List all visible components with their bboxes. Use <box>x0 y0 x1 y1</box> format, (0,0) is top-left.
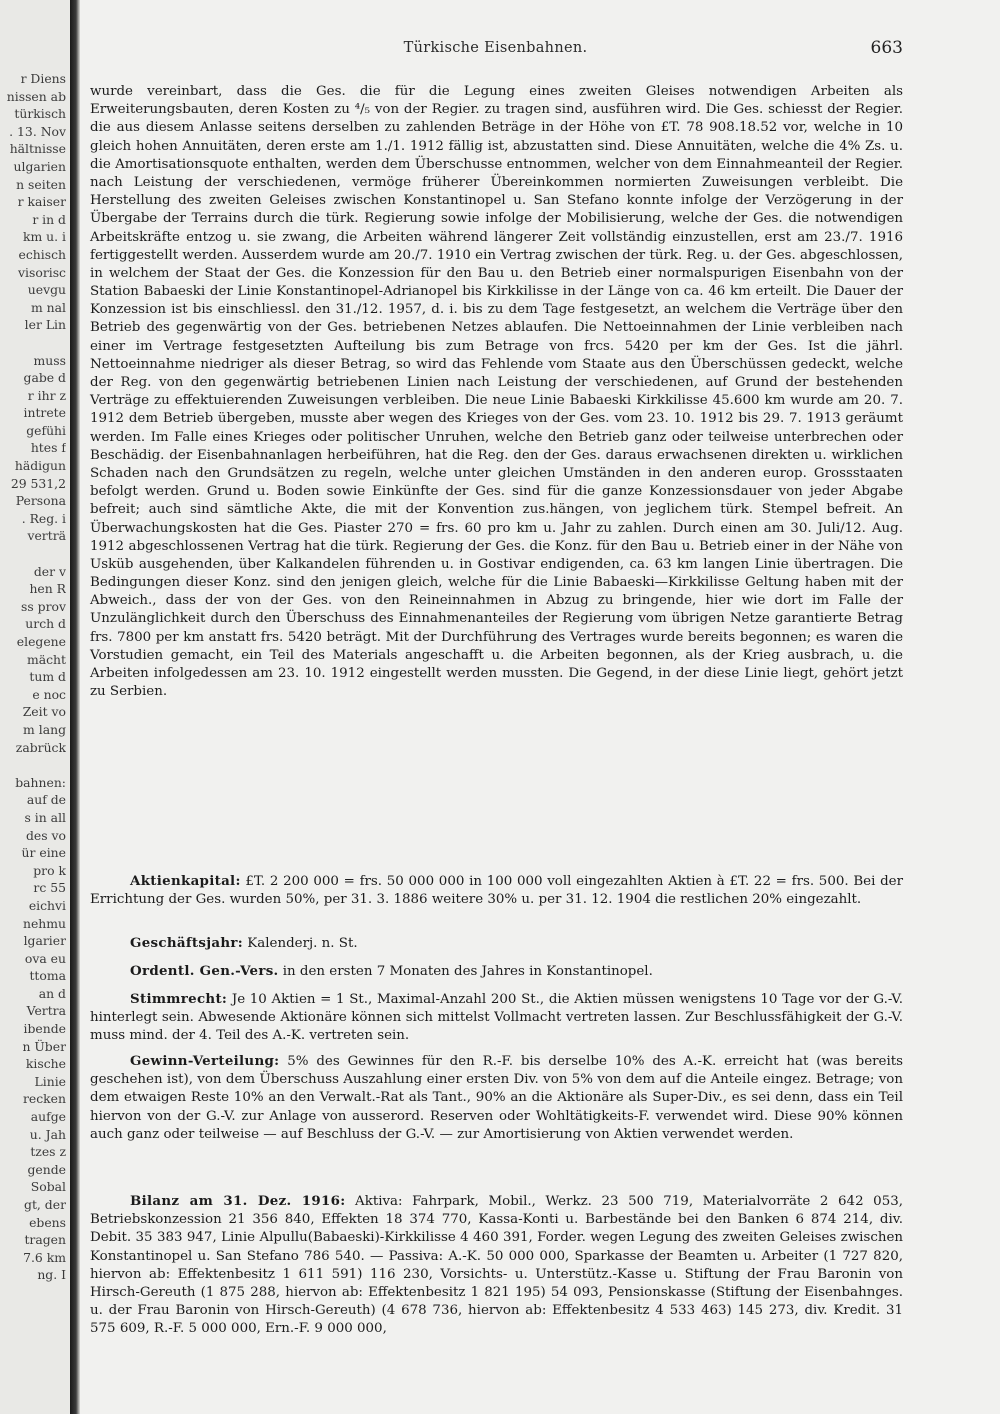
adjacent-page-line: muss <box>33 352 66 368</box>
adjacent-page-line: 7.6 km <box>23 1249 66 1265</box>
adjacent-page-line: . Reg. i <box>21 510 66 526</box>
adjacent-page-line: gefühi <box>26 422 66 438</box>
adjacent-page-line: kische <box>25 1056 66 1072</box>
adjacent-page-line <box>0 545 66 563</box>
section-label: Stimmrecht: <box>130 991 228 1007</box>
adjacent-page-line: ür eine <box>21 845 66 861</box>
adjacent-page-line: 29 531,2 <box>10 475 66 491</box>
adjacent-page-line: ibende <box>23 1021 66 1037</box>
running-header <box>88 40 903 62</box>
section-label: Bilanz am 31. Dez. 1916: <box>130 1193 346 1209</box>
adjacent-page-line: . 13. Nov <box>9 123 66 139</box>
adjacent-page-line: hen R <box>29 581 66 597</box>
adjacent-page-line: tum d <box>29 669 66 685</box>
adjacent-page-line: gende <box>27 1161 66 1177</box>
adjacent-page-line: m lang <box>23 721 66 737</box>
adjacent-page-line: ss prov <box>21 598 66 614</box>
adjacent-page-line: nehmu <box>22 915 66 931</box>
section-text: 5% des Gewinnes für den R.-F. bis derselbe 10% des A.-K. erreicht hat (was bereits geschehen ist), von dem Überschuss Auszahlung einer ersten Div. von 5% von dem auf die Anteile eingez. Betrage; von dem etwaigen Reste 10% an den Verwalt.-Rat als Tant., 90% an die Aktionäre als Super-Div., es sei denn, dass ein Teil hiervon von der G.-V. zur Anlage von ausserord. Reserven oder Wohltätigkeits-F. verwendet wird. Diese 90% können auch ganz oder teilweise — auf Beschluss der G.-V. — zur Amortisierung von Aktien verwendet werden. <box>90 1054 903 1142</box>
adjacent-page-line: tzes z <box>30 1144 66 1160</box>
adjacent-page-line: mächt <box>26 651 66 667</box>
section-text: in den ersten 7 Monaten des Jahres in Konstantinopel. <box>278 964 653 979</box>
adjacent-page-line: pro k <box>33 862 66 878</box>
section-bilanz <box>90 1192 903 1339</box>
section-geschaeftsjahr <box>90 934 903 953</box>
adjacent-page-line: r kaiser <box>17 194 66 210</box>
adjacent-page-line: Zeit vo <box>22 704 66 720</box>
adjacent-page-line: intrete <box>23 405 66 421</box>
adjacent-page-line: rc 55 <box>33 880 66 896</box>
adjacent-page-line: km u. i <box>22 229 66 245</box>
section-general-assembly <box>90 962 903 981</box>
adjacent-page-line: elegene <box>16 634 66 649</box>
section-aktienkapital <box>90 872 903 909</box>
adjacent-page-line: htes f <box>30 440 66 456</box>
section-label: Gewinn-Verteilung: <box>130 1053 280 1069</box>
adjacent-page-line: hältnisse <box>9 141 66 157</box>
adjacent-page-line: türkisch <box>14 106 66 122</box>
adjacent-page-line: gabe d <box>23 370 66 386</box>
adjacent-page-line: n seiten <box>16 176 66 192</box>
adjacent-page-line: lgarier <box>23 933 66 949</box>
section-label: Aktienkapital: <box>130 873 241 889</box>
section-text: Aktiva: Fahrpark, Mobil., Werkz. 23 500 719, Materialvorräte 2 642 053, Betriebskonzession 21 356 840, Effekten 18 374 770, Kassa-Konti u. Barbestände bei den Banken 6 874 214, div. Debit. 35 383 947, Linie Alpullu(Babaeski)-Kirkkilisse 4 460 391, Forder. wegen Legung des zweiten Geleises zwischen Konstantinopel u. San Stefano 786 540. — Passiva: A.-K. 50 000 000, Sparkasse der Beamten u. Arbeiter (1 727 820, hiervon ab: Effektenbesitz 1 611 591) 116 230, Vorsichts- u. Unterstütz.-Kasse u. Stiftung der Frau Baronin von Hirsch-Gereuth (1 875 288, hiervon ab: Effektenbesitz 1 821 195) 54 093, Pensionskasse (Stiftung der Eisenbahnges. u. der Frau Baronin von Hirsch-Gereuth) (4 678 736, hiervon ab: Effektenbesitz 4 533 463) 145 273, div. Kredit. 31 575 609, R.-F. 5 000 000, Ern.-F. 9 000 000, <box>90 1194 903 1337</box>
page-number: 663 <box>870 38 903 58</box>
adjacent-page-line: urch d <box>25 616 66 632</box>
adjacent-page-line: tragen <box>24 1232 66 1248</box>
adjacent-page-line: gt, der <box>24 1197 66 1212</box>
adjacent-page-line: auf de <box>26 792 66 808</box>
adjacent-page-line: Sobal <box>30 1179 66 1195</box>
running-title: Türkische Eisenbahnen. <box>403 40 588 56</box>
adjacent-page-line: s in all <box>24 809 66 825</box>
adjacent-page-line: an d <box>38 985 66 1001</box>
adjacent-page-line: verträ <box>27 528 66 544</box>
adjacent-page-text-column <box>0 70 66 1284</box>
adjacent-page-line: r Diens <box>20 71 66 86</box>
adjacent-page-edge <box>0 0 80 1414</box>
adjacent-page-line: Persona <box>15 493 66 509</box>
adjacent-page-line: der v <box>33 563 66 579</box>
adjacent-page-line: zabrück <box>15 739 66 755</box>
adjacent-page-line: visorisc <box>18 264 66 280</box>
adjacent-page-line: m nal <box>30 299 66 315</box>
section-label: Ordentl. Gen.-Vers. <box>130 963 279 979</box>
adjacent-page-line: ova eu <box>24 950 66 966</box>
adjacent-page-line: nissen ab <box>6 88 66 104</box>
adjacent-page-line: uevgu <box>27 282 66 298</box>
section-stimmrecht <box>90 990 903 1046</box>
adjacent-page-line: e noc <box>32 686 66 702</box>
adjacent-page-line <box>0 334 66 352</box>
adjacent-page-line: echisch <box>18 246 66 262</box>
adjacent-page-line: Linie <box>34 1073 66 1089</box>
adjacent-page-line: ulgarien <box>13 158 66 174</box>
body-paragraph: wurde vereinbart, dass die Ges. die für die Legung eines zweiten Gleises notwendigen Arbeiten als Erweiterungsbauten, deren Kosten zu ⁴/₅ von der Regier. zu tragen sind, ausführen wird. Die Ges. schiesst der Regier. die aus diesem Anlasse seitens derselben zu zahlenden Beträge in der Höhe von £T. 78 908.18.52 vor, welche in 10 gleich hohen Annuitäten, deren erste am 1./1. 1912 fällig ist, abzustatten sind. Diese Annuitäten, welche die 4% Zs. u. die Amortisationsquote enthalten, werden dem Überschusse entnommen, welcher von dem Einnahmeanteil der Regier. nach Leistung der verschiedenen, vermöge früherer Übereinkommen normierten Zuweisungen verbleibt. Die Herstellung des zweiten Geleises zwischen Konstantinopel u. San Stefano konnte infolge der Verzögerung in der Übergabe der Terrains durch die türk. Regierung sowie infolge der Mobilisierung, welche der Ges. die notwendigen Arbeitskräfte entzog u. sie zwang, die Arbeiten während längerer Zeit vollständig einzustellen, erst am 23./7. 1916 fertiggestellt werden. Ausserdem wurde am 20./7. 1910 ein Vertrag zwischen der türk. Reg. u. der Ges. abgeschlossen, in welchem der Staat der Ges. die Konzession für den Bau u. den Betrieb einer normalspurigen Eisenbahn von der Station Babaeski der Linie Konstantinopel-Adrianopel bis Kirkkilisse in der Länge von ca. 46 km erteilt. Die Dauer der Konzession ist bis einschliessl. den 31./12. 1957, d. i. bis zu dem Tage festgesetzt, an welchem die Verträge über den Betrieb des gegenwärtig von der Ges. betriebenen Netzes ablaufen. Die Nettoeinnahmen der Linie verbleiben nach einer im Vertrage festgesetzten Aufteilung bis zum Betrage von frcs. 5420 per km der Ges. Ist die jährl. Nettoeinnahme niedriger als dieser Betrag, so wird das Fehlende vom Staate aus den Überschüssen gedeckt, welche der Reg. von den gegenwärtig betriebenen Linien nach Leistung der verschiedenen, auf Grund der bestehenden Verträge zu effektuierenden Zuweisungen verbleiben. Die neue Linie Babaeski Kirkkilisse 45.600 km wurde am 20. 7. 1912 dem Betrieb übergeben, musste aber wegen des Krieges von der Ges. vom 23. 10. 1912 bis 29. 7. 1913 geräumt werden. Im Falle eines Krieges oder politischer Unruhen, welche den Betrieb ganz oder teilweise unterbrechen oder Beschädig. der Eisenbahnanlagen herbeiführen, hat die Reg. den der Ges. daraus erwachsenen direkten u. wirklichen Schaden nach den Grundsätzen zu regeln, welche unter gleichen Umständen in den anderen europ. Grossstaaten befolgt werden. Grund u. Boden sowie Einkünfte der Ges. sind für die ganze Konzessionsdauer von jeder Abgabe befreit; auch sind sämtliche Akte, die mit der Konvention zus.hängen, von jeglichem türk. Stempel befreit. An Überwachungskosten hat die Ges. Piaster 270 = frs. 60 pro km u. Jahr zu zahlen. Durch einen am 30. Juli/12. Aug. 1912 abgeschlossenen Vertrag hat die türk. Regierung der Ges. die Konz. für den Bau u. Betrieb einer in der Nähe von Usküb ausgehenden, über Kalkandelen führenden u. in Gostivar endigenden, ca. 63 km langen Linie übertragen. Die Bedingungen dieser Konz. sind den jenigen gleich, welche für die Linie Babaeski—Kirkkilisse Geltung haben mit der Abweich., dass der von der Ges. von den Reineinnahmen in Abzug zu bringende, hier wie dort im Falle der Unzulänglichkeit durch den Überschuss des Einnahmenanteiles der Regierung vom übrigen Netze garantierte Betrag frs. 7800 per km anstatt frs. 5420 beträgt. Mit der Durchführung des Vertrages wurde bereits begonnen; es waren die Vorstudien gemacht, ein Teil des Materials angeschafft u. die Arbeiten begonnen, als der Krieg ausbrach, u. die Arbeiten infolgedessen am 23. 10. 1912 eingestellt werden mussten. Die Gegend, in der diese Linie liegt, gehört jetzt zu Serbien. <box>90 84 903 700</box>
adjacent-page-line: recken <box>22 1091 66 1107</box>
adjacent-page-line: aufge <box>30 1109 66 1125</box>
adjacent-page-line: Vertra <box>26 1003 66 1019</box>
adjacent-page-line: eichvi <box>28 897 66 913</box>
adjacent-page-line: u. Jah <box>29 1126 66 1142</box>
section-gewinnverteilung <box>90 1052 903 1144</box>
page-gutter-shadow <box>70 0 80 1414</box>
adjacent-page-line: hädigun <box>14 458 66 474</box>
section-text: Je 10 Aktien = 1 St., Maximal-Anzahl 200 St., die Aktien müssen wenigstens 10 Tage vor der G.-V. hinterlegt sein. Abwesende Aktionäre können sich mittelst Vollmacht vertreten lassen. Zur Beschlussfähigkeit der G.-V. muss mind. der 4. Teil des A.-K. vertreten sein. <box>90 992 903 1044</box>
adjacent-page-line: ng. I <box>37 1267 66 1283</box>
adjacent-page-line: n Über <box>22 1038 66 1054</box>
adjacent-page-line: ler Lin <box>24 317 66 333</box>
adjacent-page-line: ttoma <box>29 968 66 984</box>
adjacent-page-line: r in d <box>32 211 66 227</box>
section-text: Kalenderj. n. St. <box>243 936 358 951</box>
adjacent-page-line: bahnen: <box>15 774 66 790</box>
adjacent-page-line: ebens <box>29 1214 66 1230</box>
section-text: £T. 2 200 000 = frs. 50 000 000 in 100 000 voll eingezahlten Aktien à £T. 22 = frs. 500. Bei der Errichtung der Ges. wurden 50%, per 31. 3. 1886 weitere 30% u. per 31. 12. 1904 die restlichen 20% eingezahlt. <box>90 874 903 908</box>
adjacent-page-line: des vo <box>25 827 66 843</box>
adjacent-page-line <box>0 756 66 774</box>
section-label: Geschäftsjahr: <box>130 935 243 951</box>
adjacent-page-line: r ihr z <box>27 387 66 403</box>
document-page <box>88 0 988 1414</box>
